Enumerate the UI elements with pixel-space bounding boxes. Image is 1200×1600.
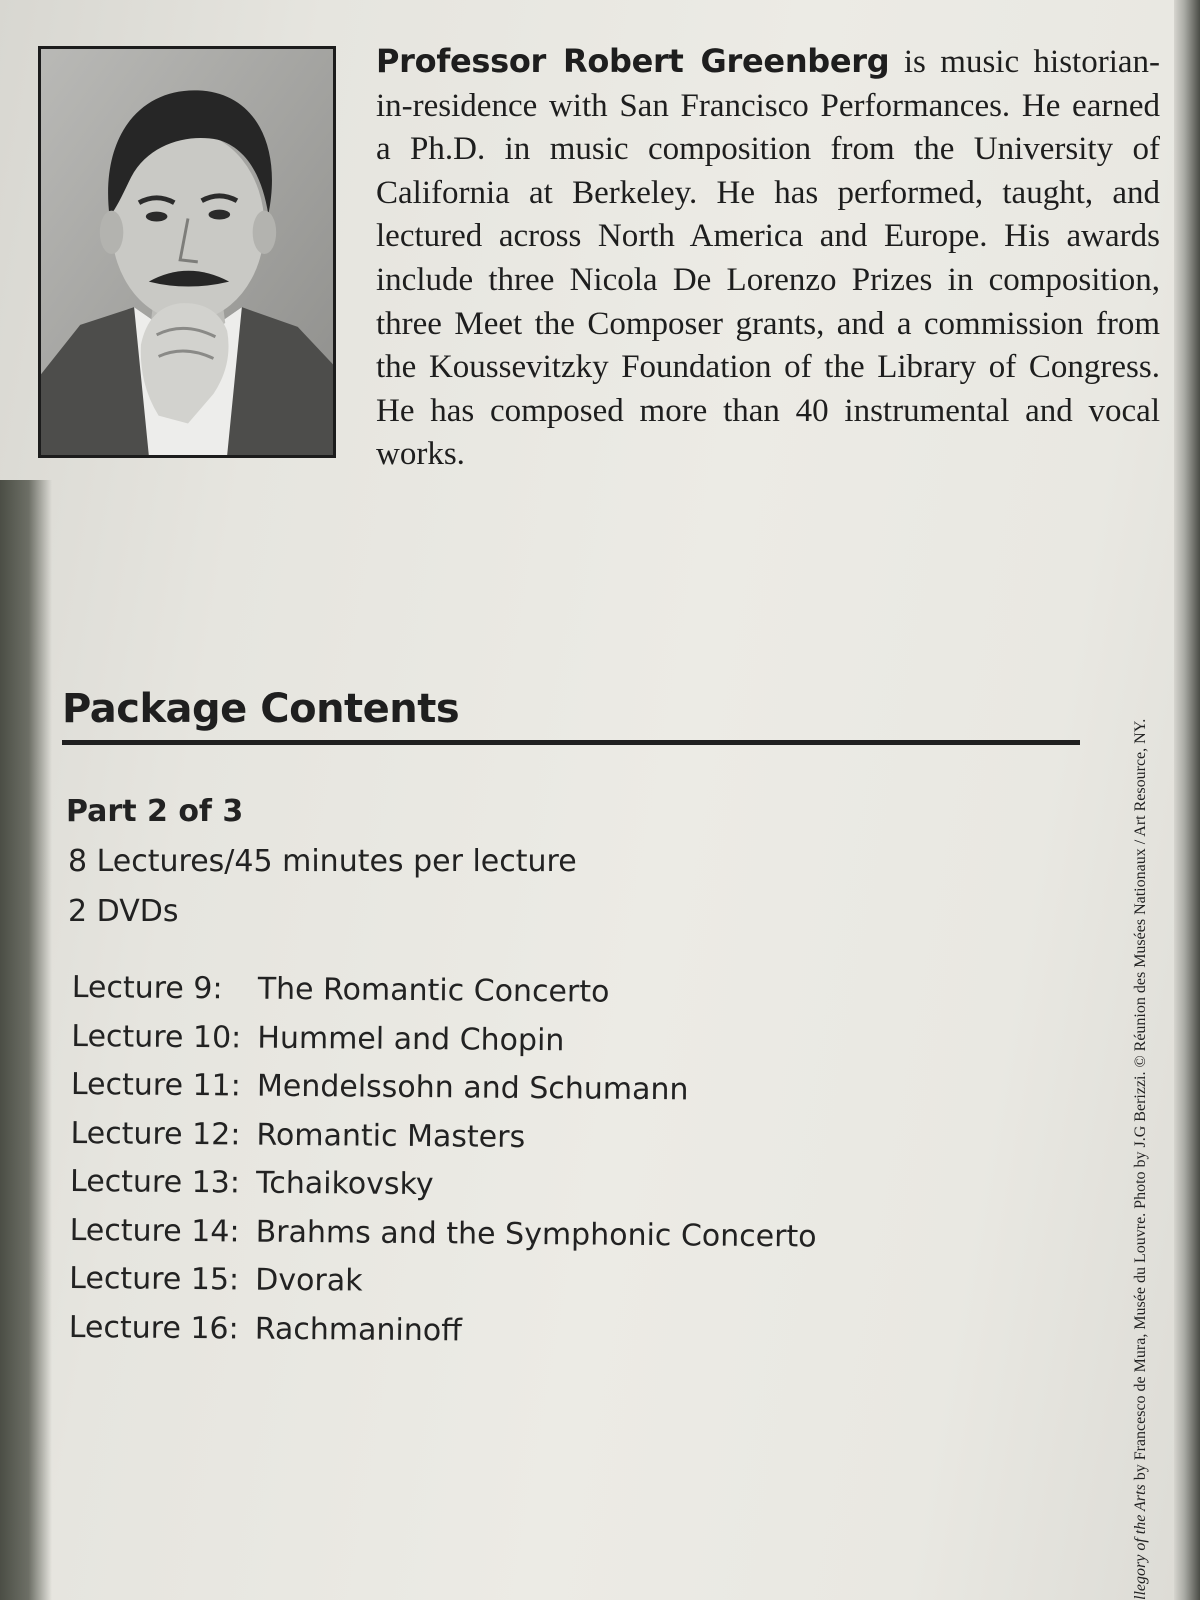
lectures-info: 8 Lectures/45 minutes per lecture <box>68 844 577 879</box>
list-item <box>69 1303 816 1358</box>
portrait-illustration <box>41 49 333 455</box>
lecture-title: The Romantic Concerto <box>257 971 610 1010</box>
lecture-number: Lecture 13: <box>69 1163 241 1201</box>
lecture-title: Romantic Masters <box>256 1117 526 1155</box>
lecture-title: Mendelssohn and Schumann <box>256 1068 689 1108</box>
lecture-list <box>69 964 819 1359</box>
credit-text: by Francesco de Mura, Musée du Louvre. Photo by J.G Berizzi. © Réunion des Musées Nationaux / Art Resource, NY. <box>1132 718 1149 1485</box>
media-count: 2 DVDs <box>68 894 179 929</box>
list-item <box>69 1255 816 1310</box>
right-edge-shadow <box>1174 0 1200 1600</box>
package-contents-heading: Package Contents <box>62 686 460 732</box>
author-bio-text: is music historian-in-residence with San Francisco Performances. He earned a Ph.D. in music composition from the University of California at Berkeley. He has performed, taught, and lectured across North America and Europe. His awards include three Nicola De Lorenzo Prizes in composition, three Meet the Composer grants, and a commission from the Koussevitzky Foundation of the Library of Congress. He has composed more than 40 instrumental and vocal works. <box>376 44 1161 473</box>
artwork-title: llegory of the Arts <box>1132 1484 1149 1600</box>
lecture-title: Hummel and Chopin <box>257 1020 565 1058</box>
lecture-number: Lecture 14: <box>69 1212 240 1249</box>
author-name: Professor Robert Greenberg <box>376 42 890 80</box>
lecture-number: Lecture 15: <box>69 1260 240 1298</box>
heading-divider <box>62 740 1080 745</box>
list-item <box>72 964 819 1019</box>
list-item <box>71 1061 818 1116</box>
list-item <box>71 1012 818 1067</box>
author-bio <box>376 40 1160 477</box>
list-item <box>69 1206 816 1261</box>
professor-portrait-photo <box>38 46 336 458</box>
lecture-number: Lecture 16: <box>68 1309 239 1346</box>
left-shadow <box>0 480 52 1600</box>
lecture-number: Lecture 9: <box>71 969 223 1007</box>
lecture-number: Lecture 10: <box>71 1018 242 1055</box>
lecture-number: Lecture 12: <box>70 1115 241 1152</box>
lecture-title: Tchaikovsky <box>255 1165 434 1203</box>
image-credit <box>1132 719 1150 1600</box>
lecture-number: Lecture 11: <box>70 1066 241 1104</box>
list-item <box>70 1109 817 1164</box>
lecture-title: Dvorak <box>255 1262 363 1299</box>
part-label: Part 2 of 3 <box>66 794 244 829</box>
list-item <box>70 1158 817 1213</box>
lecture-title: Brahms and the Symphonic Concerto <box>255 1214 817 1255</box>
lecture-title: Rachmaninoff <box>254 1311 463 1348</box>
